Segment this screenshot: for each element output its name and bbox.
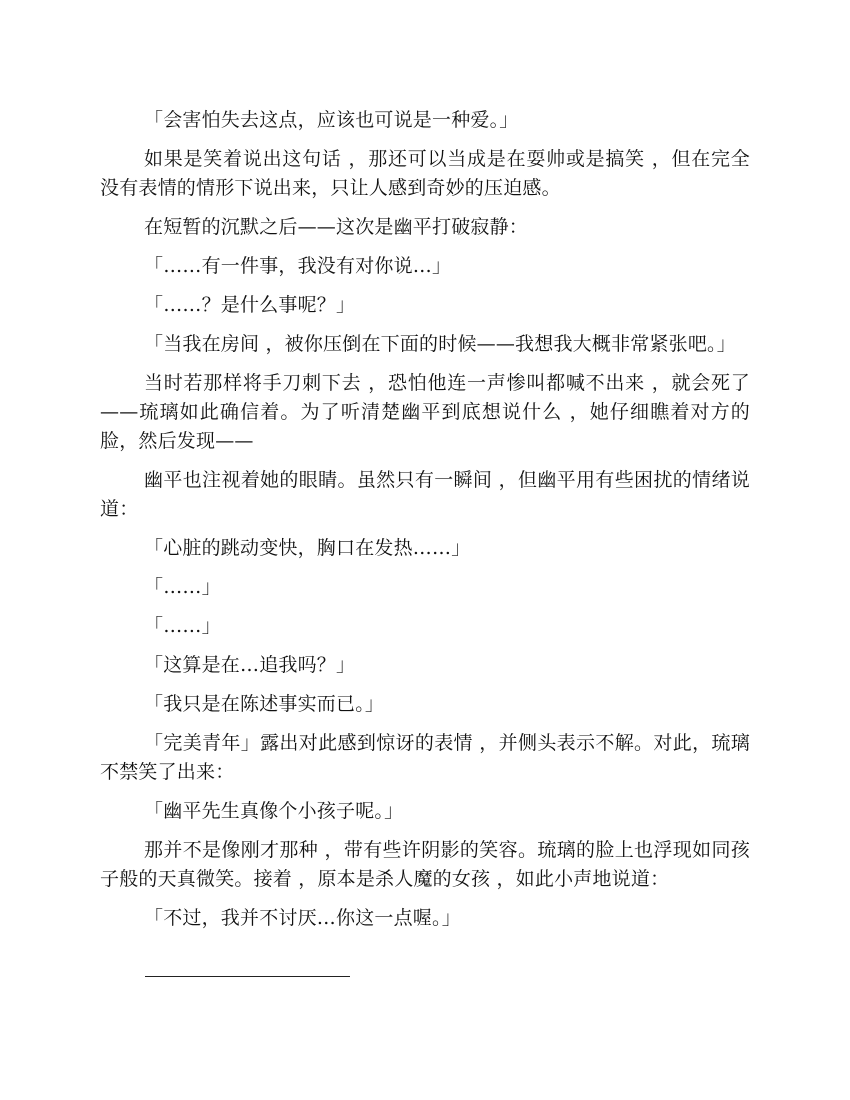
paragraph: 当时若那样将手刀刺下去 ，恐怕他连一声惨叫都喊不出来 ，就会死了——琉璃如此确信着。为了听清楚幽平到底想说什么 ，她仔细瞧着对方的脸，然后发现—— bbox=[100, 372, 750, 452]
paragraph: 那并不是像刚才那种 ，带有些许阴影的笑容。琉璃的脸上也浮现如同孩子般的天真微笑。接着 ，原本是杀人魔的女孩 ，如此小声地说道： bbox=[100, 839, 750, 890]
paragraph: 「……」 bbox=[144, 576, 221, 598]
paragraph: 在短暂的沉默之后——这次是幽平打破寂静： bbox=[144, 216, 529, 238]
footnote-divider bbox=[145, 976, 350, 977]
paragraph: 「……」 bbox=[144, 615, 221, 637]
paragraph: 如果是笑着说出这句话 ，那还可以当成是在耍帅或是搞笑 ，但在完全没有表情的情形下说出来，只让人感到奇妙的压迫感。 bbox=[100, 148, 750, 199]
paragraph: 「……有一件事，我没有对你说…」 bbox=[144, 255, 452, 277]
paragraph: 「会害怕失去这点，应该也可说是一种爱。」 bbox=[144, 109, 519, 131]
paragraph: 「当我在房间 ，被你压倒在下面的时候——我想我大概非常紧张吧。」 bbox=[144, 333, 736, 355]
paragraph: 「我只是在陈述事实而已。」 bbox=[144, 693, 385, 715]
paragraph: 「幽平先生真像个小孩子呢。」 bbox=[144, 800, 404, 822]
paragraph: 「……？是什么事呢？」 bbox=[144, 294, 356, 316]
paragraph: 「不过，我并不讨厌…你这一点喔。」 bbox=[144, 907, 461, 929]
paragraph: 「完美青年」露出对此感到惊讶的表情 ，并侧头表示不解。对此，琉璃不禁笑了出来： bbox=[100, 732, 750, 783]
paragraph: 「这算是在…追我吗？」 bbox=[144, 654, 356, 676]
document-body bbox=[100, 106, 750, 943]
paragraph: 幽平也注视着她的眼睛。虽然只有一瞬间 ，但幽平用有些困扰的情绪说道： bbox=[100, 469, 750, 520]
paragraph: 「心脏的跳动变快，胸口在发热……」 bbox=[144, 537, 471, 559]
